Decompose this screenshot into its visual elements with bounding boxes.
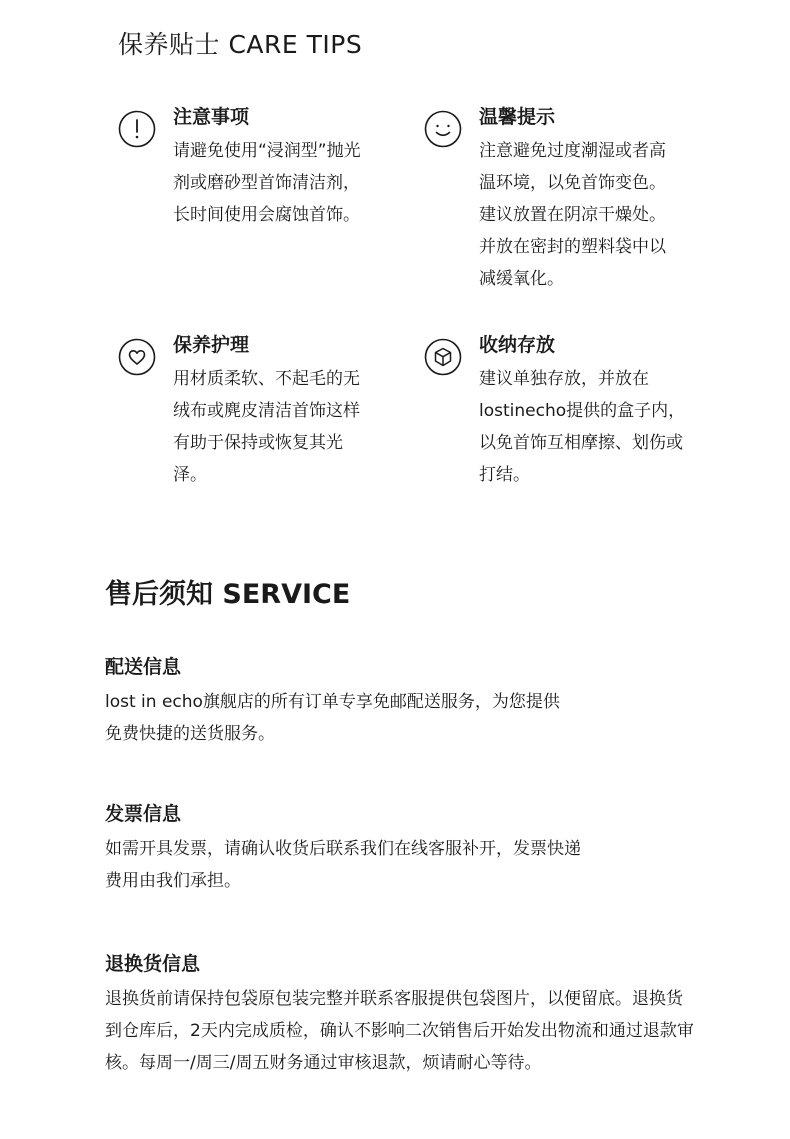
exclamation-circle-icon (118, 110, 156, 148)
service-section-delivery (105, 652, 575, 750)
heart-circle-icon (118, 338, 156, 376)
service-section-heading: 发票信息 (105, 803, 182, 825)
box-circle-icon (424, 338, 462, 376)
tip-body: 用材质柔软、不起毛的无绒布或麂皮清洁首饰这样有助于保持或恢复其光泽。 (173, 369, 360, 485)
tip-heading: 收纳存放 (479, 334, 556, 356)
tip-body: 注意避免过度潮湿或者高温环境，以免首饰变色。建议放置在阴凉干燥处。并放在密封的塑料袋中以减缓氧化。 (479, 141, 666, 289)
service-section-heading: 配送信息 (105, 656, 182, 678)
service-title: 售后须知 SERVICE (105, 579, 351, 610)
smiley-face-icon (424, 110, 462, 148)
service-section-returns (105, 949, 695, 1079)
care-tips-title: 保养贴士 CARE TIPS (118, 30, 363, 59)
service-section-body: 退换货前请保持包袋原包装完整并联系客服提供包袋图片，以便留底。退换货到仓库后，2天内完成质检，确认不影响二次销售后开始发出物流和通过退款审核。每周一/周三/周五财务通过审核退款，烦请耐心等待。 (105, 989, 694, 1073)
service-section-heading: 退换货信息 (105, 953, 201, 975)
service-section-invoice (105, 799, 593, 897)
service-section-body: lost in echo旗舰店的所有订单专享免邮配送服务，为您提供免费快捷的送货服务。 (105, 692, 560, 744)
service-section-body: 如需开具发票，请确认收货后联系我们在线客服补开，发票快递费用由我们承担。 (105, 839, 581, 891)
tip-body: 请避免使用“浸润型”抛光剂或磨砂型首饰清洁剂，长时间使用会腐蚀首饰。 (173, 141, 361, 225)
tip-heading: 注意事项 (173, 106, 250, 128)
tip-heading: 温馨提示 (479, 106, 556, 128)
tip-body: 建议单独存放，并放在lostinecho提供的盒子内，以免首饰互相摩擦、划伤或打结。 (479, 369, 686, 485)
tip-heading: 保养护理 (173, 334, 250, 356)
